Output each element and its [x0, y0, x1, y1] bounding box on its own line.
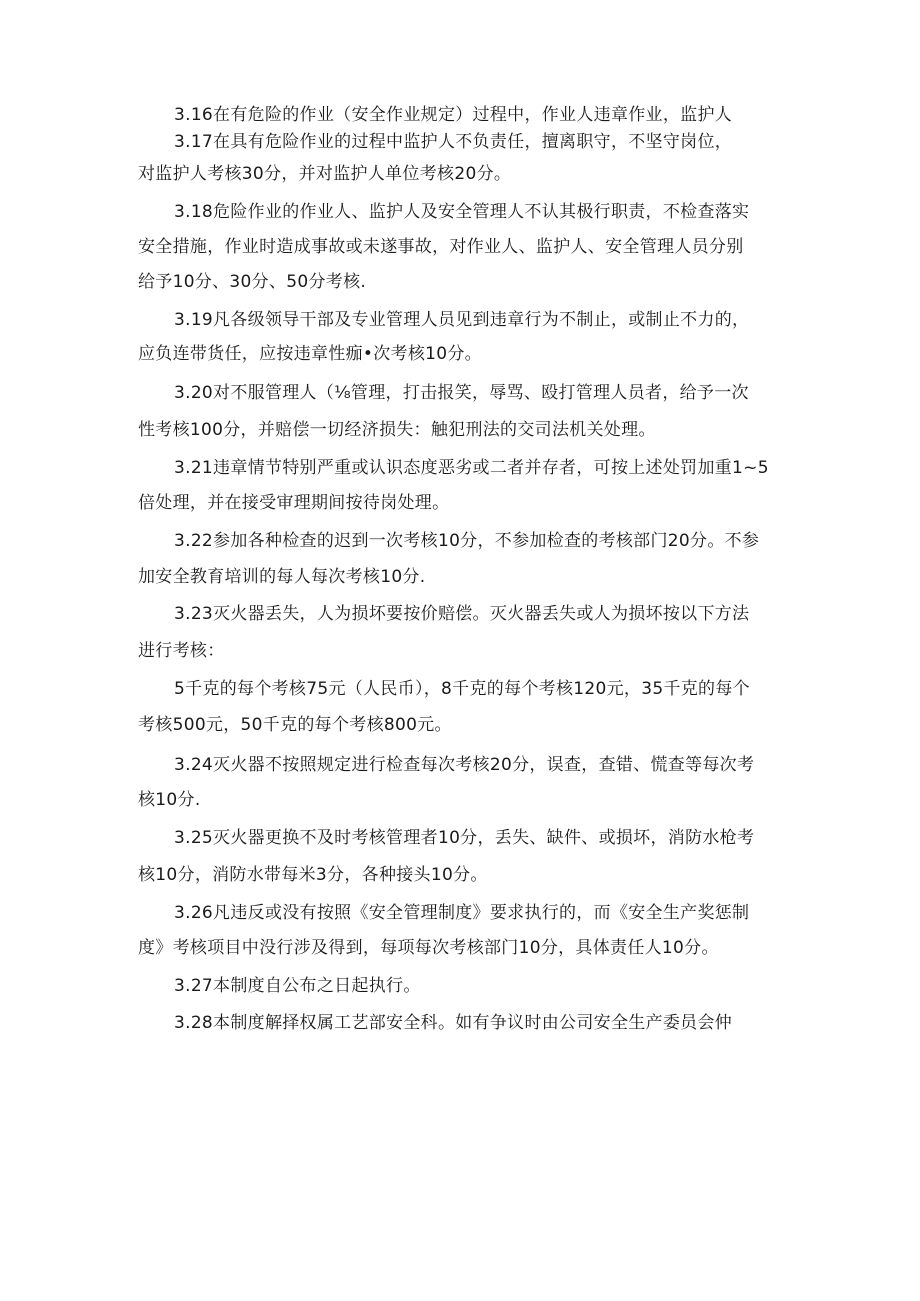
paragraph-3-22-line-2: 加安全教育培训的每人每次考核10分. [138, 567, 426, 587]
paragraph-3-20-line-1: 3.20对不服管理人（⅛管理，打击报笑，辱骂、殴打管理人员者，给予一次 [174, 383, 749, 403]
paragraph-3-25-line-2: 核10分，消防水带每米3分，各种接头10分。 [138, 865, 488, 885]
paragraph-3-23-line-2: 进行考核： [138, 641, 225, 661]
paragraph-3-27-line-1: 3.27本制度自公布之日起执行。 [174, 976, 421, 996]
paragraph-3-17-line-1: 3.17在具有危险作业的过程中监护人不负责任，擅离职守，不坚守岗位， [174, 132, 733, 152]
paragraph-3-24-line-1: 3.24灭火器不按照规定进行检查每次考核20分，误查，查错、慌查等每次考 [174, 755, 755, 775]
paragraph-3-21-line-1: 3.21违章情节特别严重或认识态度恶劣或二者并存者，可按上述处罚加重1~5 [174, 458, 769, 478]
paragraph-3-17-line-2: 对监护人考核30分，并对监护人单位考核20分。 [138, 164, 512, 184]
paragraph-3-19-line-2: 应负连带货任，应按违章性痂•次考核10分。 [138, 344, 482, 364]
paragraph-3-26-line-2: 度》考核项目中没行涉及得到，每项每次考核部门10分，具体责任人10分。 [138, 938, 719, 958]
paragraph-3-23-detail-line-1: 5千克的每个考核75元（人民币），8千克的每个考核120元，35千克的每个 [174, 679, 750, 699]
paragraph-3-25-line-1: 3.25灭火器更换不及时考核管理者10分，丢失、缺件、或损坏，消防水枪考 [174, 828, 755, 848]
paragraph-3-28-line-1: 3.28本制度解择权属工艺部安全科。如有争议时由公司安全生产委员会仲 [174, 1013, 733, 1033]
paragraph-3-23-line-1: 3.23灭火器丢失，人为损坏要按价赔偿。灭火器丢失或人为损坏按以下方法 [174, 604, 750, 624]
paragraph-3-18-line-1: 3.18危险作业的作业人、监护人及安全管理人不认其极行职责，不检查落实 [174, 202, 750, 222]
paragraph-3-23-detail-line-2: 考核500元，50千克的每个考核800元。 [138, 715, 452, 735]
paragraph-3-18-line-2: 安全措施，作业时造成事故或未遂事故，对作业人、监护人、安全管理人员分别 [138, 237, 744, 257]
paragraph-3-22-line-1: 3.22参加各种检查的迟到一次考核10分，不参加检查的考核部门20分。不参 [174, 531, 760, 551]
paragraph-3-24-line-2: 核10分. [138, 790, 201, 810]
paragraph-3-19-line-1: 3.19凡各级领导干部及专业管理人员见到违章行为不制止，或制止不力的， [174, 310, 750, 330]
paragraph-3-18-line-3: 给予10分、30分、50分考核. [138, 272, 367, 292]
paragraph-3-26-line-1: 3.26凡违反或没有按照《安全管理制度》要求执行的，而《安全生产奖惩制 [174, 903, 750, 923]
paragraph-3-21-line-2: 倍处理，并在接受审理期间按待岗处理。 [138, 493, 450, 513]
paragraph-3-20-line-2: 性考核100分，并赔偿一切经济损失：触犯刑法的交司法机关处理。 [138, 420, 656, 440]
paragraph-3-16-line-1: 3.16在有危险的作业（安全作业规定）过程中，作业人违章作业，监护人 [174, 105, 733, 125]
